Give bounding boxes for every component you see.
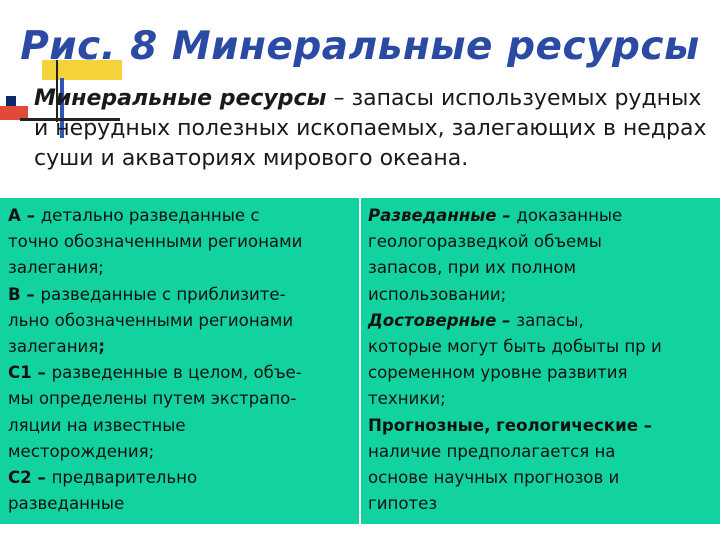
left-line	[8, 255, 356, 281]
right-line	[368, 465, 716, 491]
right-line	[368, 360, 716, 386]
left-column	[8, 203, 356, 517]
text-segment: залегания;	[8, 258, 104, 278]
text-segment: месторождения;	[8, 441, 155, 461]
text-segment: детально разведанные с	[40, 206, 260, 225]
right-line	[368, 255, 716, 281]
text-segment: предварительно	[51, 468, 198, 488]
right-line	[368, 282, 716, 308]
text-segment: соременном уровне развития	[368, 363, 628, 383]
text-segment: разведенные в целом, объе-	[51, 363, 302, 383]
left-line	[8, 413, 356, 439]
text-segment: ляции на известные	[8, 415, 186, 435]
text-segment: льно обозначенными регионами	[8, 310, 294, 330]
left-line	[8, 308, 356, 334]
text-segment: Прогнозные, геологические –	[368, 415, 653, 435]
right-line	[368, 334, 716, 360]
text-segment: C2 –	[8, 468, 52, 488]
left-line	[8, 465, 356, 491]
text-segment: гипотез	[368, 494, 438, 514]
text-segment: геологоразведкой объемы	[368, 232, 602, 252]
text-segment: запасы,	[516, 310, 584, 330]
left-line	[8, 229, 356, 255]
right-line	[368, 229, 716, 255]
intro-term: Минеральные ресурсы	[34, 86, 327, 111]
text-segment: техники;	[368, 389, 446, 409]
left-line	[8, 282, 356, 308]
text-segment: запасов, при их полном	[368, 258, 577, 278]
intro-paragraph	[34, 84, 710, 174]
text-segment: использовании;	[368, 284, 507, 304]
right-line	[368, 413, 716, 439]
column-divider	[359, 198, 361, 524]
text-segment: A –	[8, 206, 41, 225]
text-segment: Достоверные –	[368, 310, 517, 330]
text-segment: B –	[8, 284, 41, 304]
text-segment: Разведанные –	[368, 206, 517, 225]
left-line	[8, 203, 356, 229]
text-segment: залегания	[8, 337, 99, 357]
text-segment: основе научных прогнозов и	[368, 468, 620, 488]
intro-definition: – запасы используемых рудных и нерудных полезных ископаемых, залегающих в недрах суши и акваториях мирового океана.	[34, 86, 707, 171]
text-segment: C1 –	[8, 363, 52, 383]
left-line	[8, 386, 356, 412]
left-line	[8, 334, 356, 360]
text-segment: доказанные	[516, 206, 623, 225]
text-segment: ;	[98, 337, 105, 357]
right-line	[368, 439, 716, 465]
text-segment: разведанные	[8, 494, 125, 514]
text-segment: точно обозначенными регионами	[8, 232, 303, 252]
right-line	[368, 386, 716, 412]
left-line	[8, 491, 356, 517]
right-line	[368, 308, 716, 334]
right-line	[368, 491, 716, 517]
left-line	[8, 360, 356, 386]
bullet-square-icon	[6, 96, 16, 106]
right-column	[368, 203, 716, 517]
text-segment: разведанные с приблизите-	[40, 284, 286, 304]
text-segment: которые могут быть добыты пр и	[368, 337, 662, 357]
right-line	[368, 203, 716, 229]
slide-title: Рис. 8 Минеральные ресурсы	[20, 24, 700, 69]
left-line	[8, 439, 356, 465]
text-segment: наличие предполагается на	[368, 441, 616, 461]
text-segment: мы определены путем экстрапо-	[8, 389, 297, 409]
